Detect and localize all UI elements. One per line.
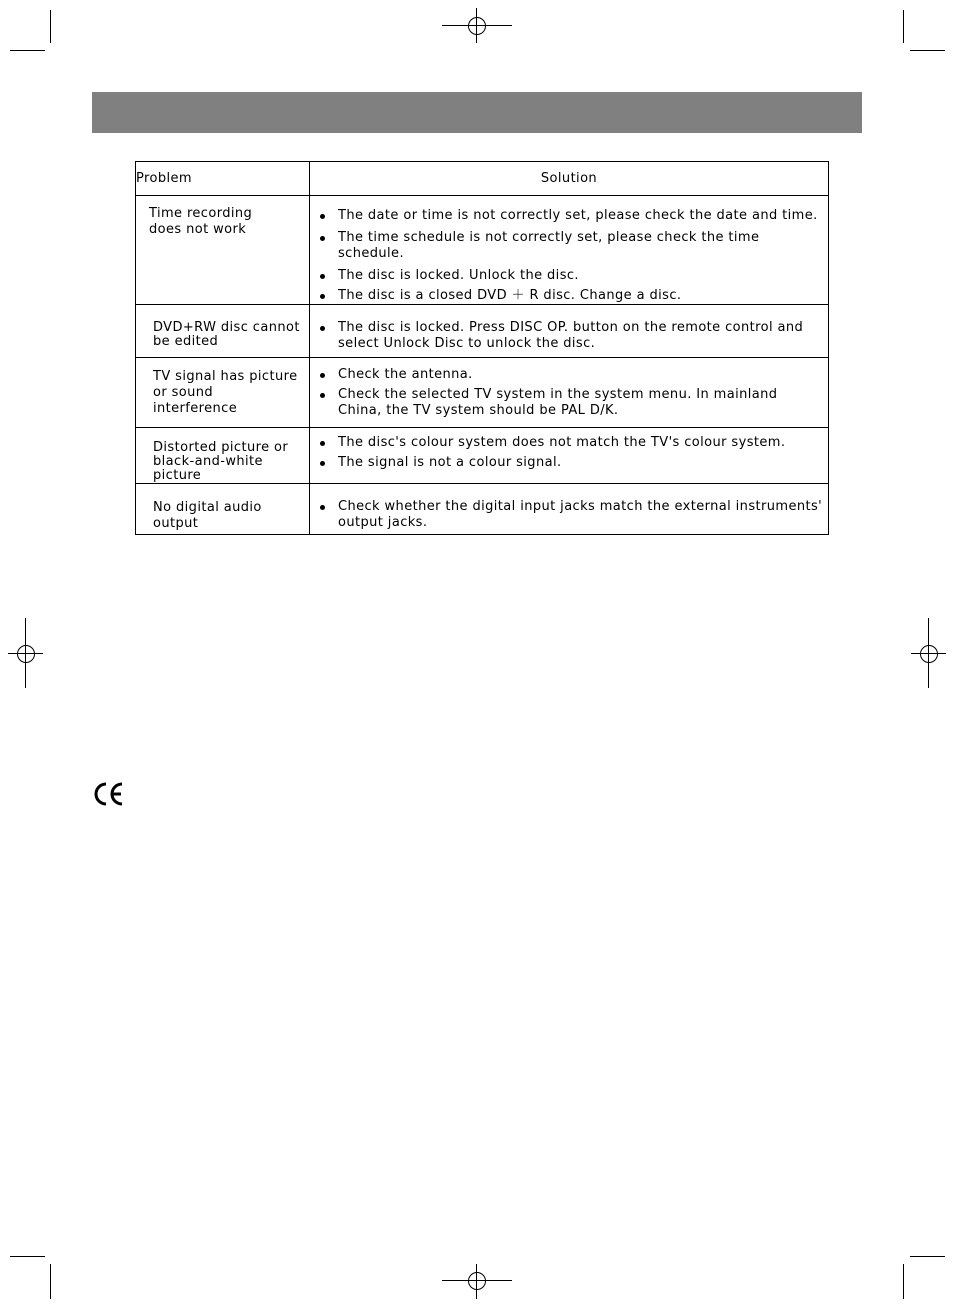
ce-mark-icon bbox=[93, 781, 125, 807]
table-row bbox=[136, 484, 829, 535]
problem-text: TV signal has picture or sound interference bbox=[153, 369, 298, 416]
solution-list bbox=[310, 358, 828, 419]
list-item: The disc is locked. Press DISC OP. button on the remote control and select Unlock Disc to unlock the disc. bbox=[338, 320, 824, 352]
bullet-icon bbox=[320, 214, 325, 219]
list-item: The date or time is not correctly set, please check the date and time. bbox=[338, 208, 824, 224]
bullet-icon bbox=[320, 505, 325, 510]
solution-column-header: Solution bbox=[310, 162, 829, 196]
troubleshooting-table bbox=[135, 161, 829, 535]
list-item: Check the selected TV system in the system menu. In mainland China, the TV system should be PAL D/K. bbox=[338, 387, 824, 419]
list-item: The disc is locked. Unlock the disc. bbox=[338, 268, 824, 284]
list-item: The disc is a closed DVD ＋ R disc. Change a disc. bbox=[338, 288, 824, 304]
problem-text: DVD+RW disc cannot be edited bbox=[153, 320, 300, 349]
crop-mark bbox=[50, 1264, 51, 1299]
bullet-icon bbox=[320, 373, 325, 378]
solution-list bbox=[310, 196, 828, 304]
list-item: The signal is not a colour signal. bbox=[338, 455, 824, 471]
table-row bbox=[136, 428, 829, 484]
crop-mark bbox=[50, 10, 51, 43]
list-item: Check the antenna. bbox=[338, 367, 824, 383]
problem-column-header: Problem bbox=[136, 162, 310, 196]
bullet-icon bbox=[320, 441, 325, 446]
problem-text: Distorted picture or black-and-white picture bbox=[153, 440, 289, 483]
table-header-row bbox=[136, 162, 829, 196]
bullet-icon bbox=[320, 461, 325, 466]
section-header-bar bbox=[92, 92, 862, 133]
crop-mark bbox=[910, 1256, 945, 1257]
table-row bbox=[136, 196, 829, 305]
table-row bbox=[136, 305, 829, 358]
crop-mark bbox=[10, 50, 45, 51]
bullet-icon bbox=[320, 274, 325, 279]
list-item: The time schedule is not correctly set, please check the time schedule. bbox=[338, 230, 824, 262]
problem-text: No digital audio output bbox=[153, 500, 262, 531]
problem-text: Time recording does not work bbox=[149, 206, 253, 237]
solution-list bbox=[310, 484, 828, 531]
bullet-icon bbox=[320, 326, 325, 331]
bullet-icon bbox=[320, 393, 325, 398]
list-item: Check whether the digital input jacks match the external instruments' output jacks. bbox=[338, 499, 824, 531]
list-item: The disc's colour system does not match the TV's colour system. bbox=[338, 435, 824, 451]
bullet-icon bbox=[320, 294, 325, 299]
crop-mark bbox=[910, 50, 945, 51]
crop-mark bbox=[10, 1256, 45, 1257]
table-row bbox=[136, 358, 829, 428]
solution-list bbox=[310, 305, 828, 352]
solution-list bbox=[310, 428, 828, 471]
crop-mark bbox=[903, 1264, 904, 1299]
bullet-icon bbox=[320, 236, 325, 241]
crop-mark bbox=[903, 10, 904, 43]
